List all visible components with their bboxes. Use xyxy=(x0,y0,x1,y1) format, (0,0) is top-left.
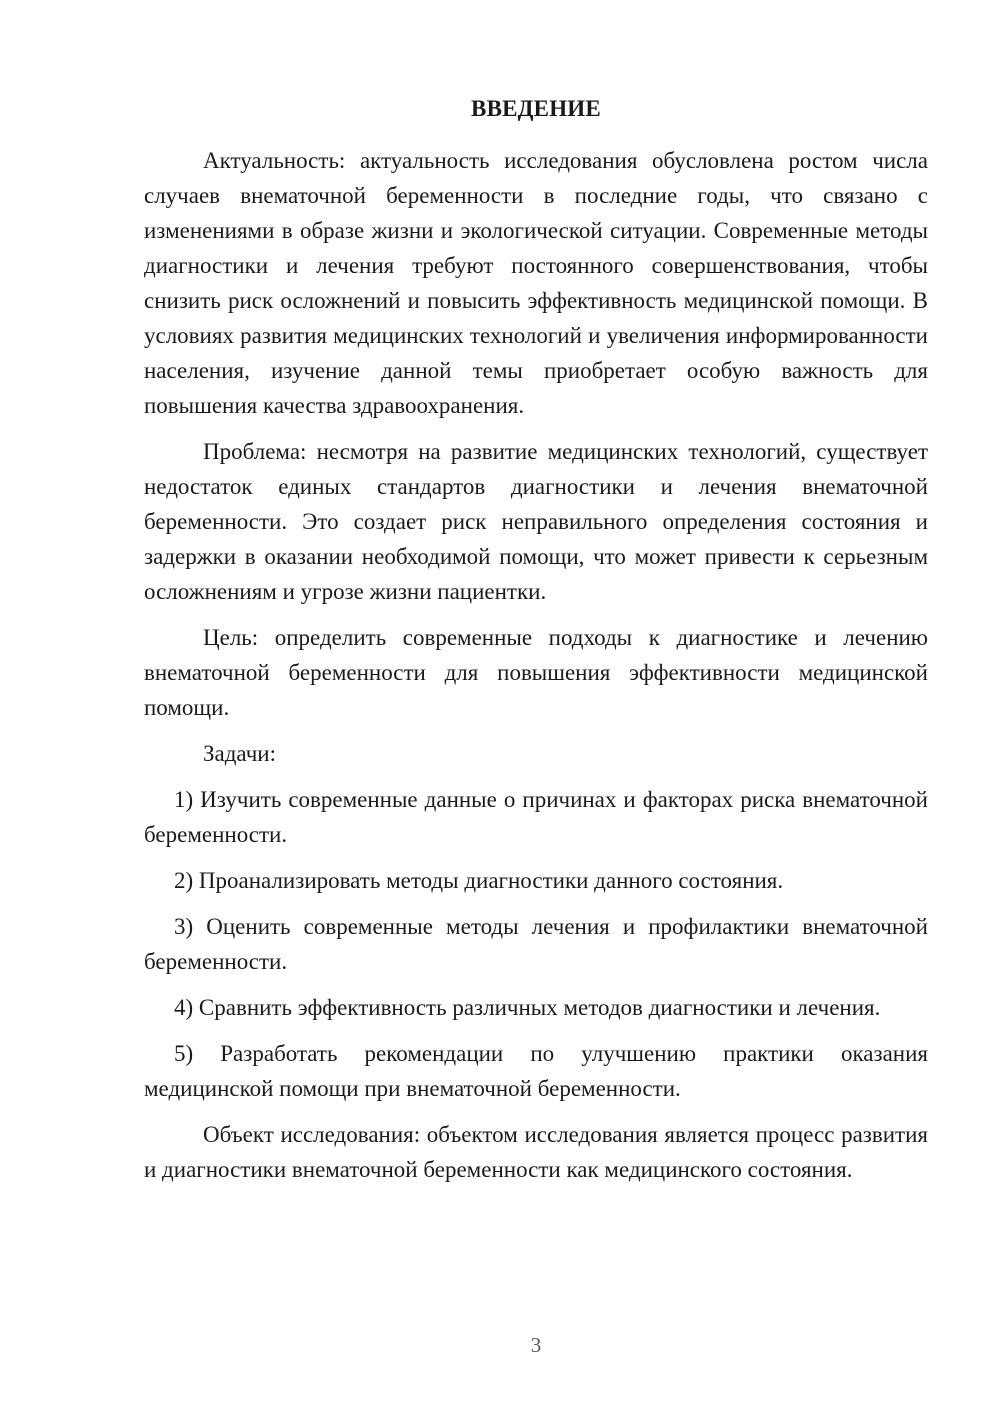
section-heading: ВВЕДЕНИЕ xyxy=(471,96,601,121)
paragraph-problem: Проблема: несмотря на развитие медицинских технологий, существует недостаток единых стандартов диагностики и лечения внематочной беременности. Это создает риск неправильного определения состояния и задержки в оказании необходимой помощи, что может привести к серьезным осложнениям и угрозе жизни пациентки. xyxy=(144,439,928,604)
task-item-4: 4) Сравнить эффективность различных методов диагностики и лечения. xyxy=(174,995,881,1020)
page-number: 3 xyxy=(530,1333,542,1357)
paragraph-object: Объект исследования: объектом исследования является процесс развития и диагностики внематочной беременности как медицинского состояния. xyxy=(144,1122,928,1182)
tasks-heading: Задачи: xyxy=(203,741,276,766)
paragraph-relevance: Актуальность: актуальность исследования обусловлена ростом числа случаев внематочной беременности в последние годы, что связано с изменениями в образе жизни и экологической ситуации. Современные методы диагностики и лечения требуют постоянного совершенствования, чтобы снизить риск осложнений и повысить эффективность медицинской помощи. В условиях развития медицинских технологий и увеличения информированности населения, изучение данной темы приобретает особую важность для повышения качества здравоохранения. xyxy=(144,148,928,418)
paragraph-goal: Цель: определить современные подходы к диагностике и лечению внематочной беременности для повышения эффективности медицинской помощи. xyxy=(144,625,928,720)
body-text xyxy=(144,143,928,1198)
task-item-1: 1) Изучить современные данные о причинах и факторах риска внематочной беременности. xyxy=(144,787,928,847)
task-item-3: 3) Оценить современные методы лечения и профилактики внематочной беременности. xyxy=(144,914,928,974)
task-item-5: 5) Разработать рекомендации по улучшению практики оказания медицинской помощи при внематочной беременности. xyxy=(144,1041,928,1101)
task-item-2: 2) Проанализировать методы диагностики данного состояния. xyxy=(174,868,784,893)
